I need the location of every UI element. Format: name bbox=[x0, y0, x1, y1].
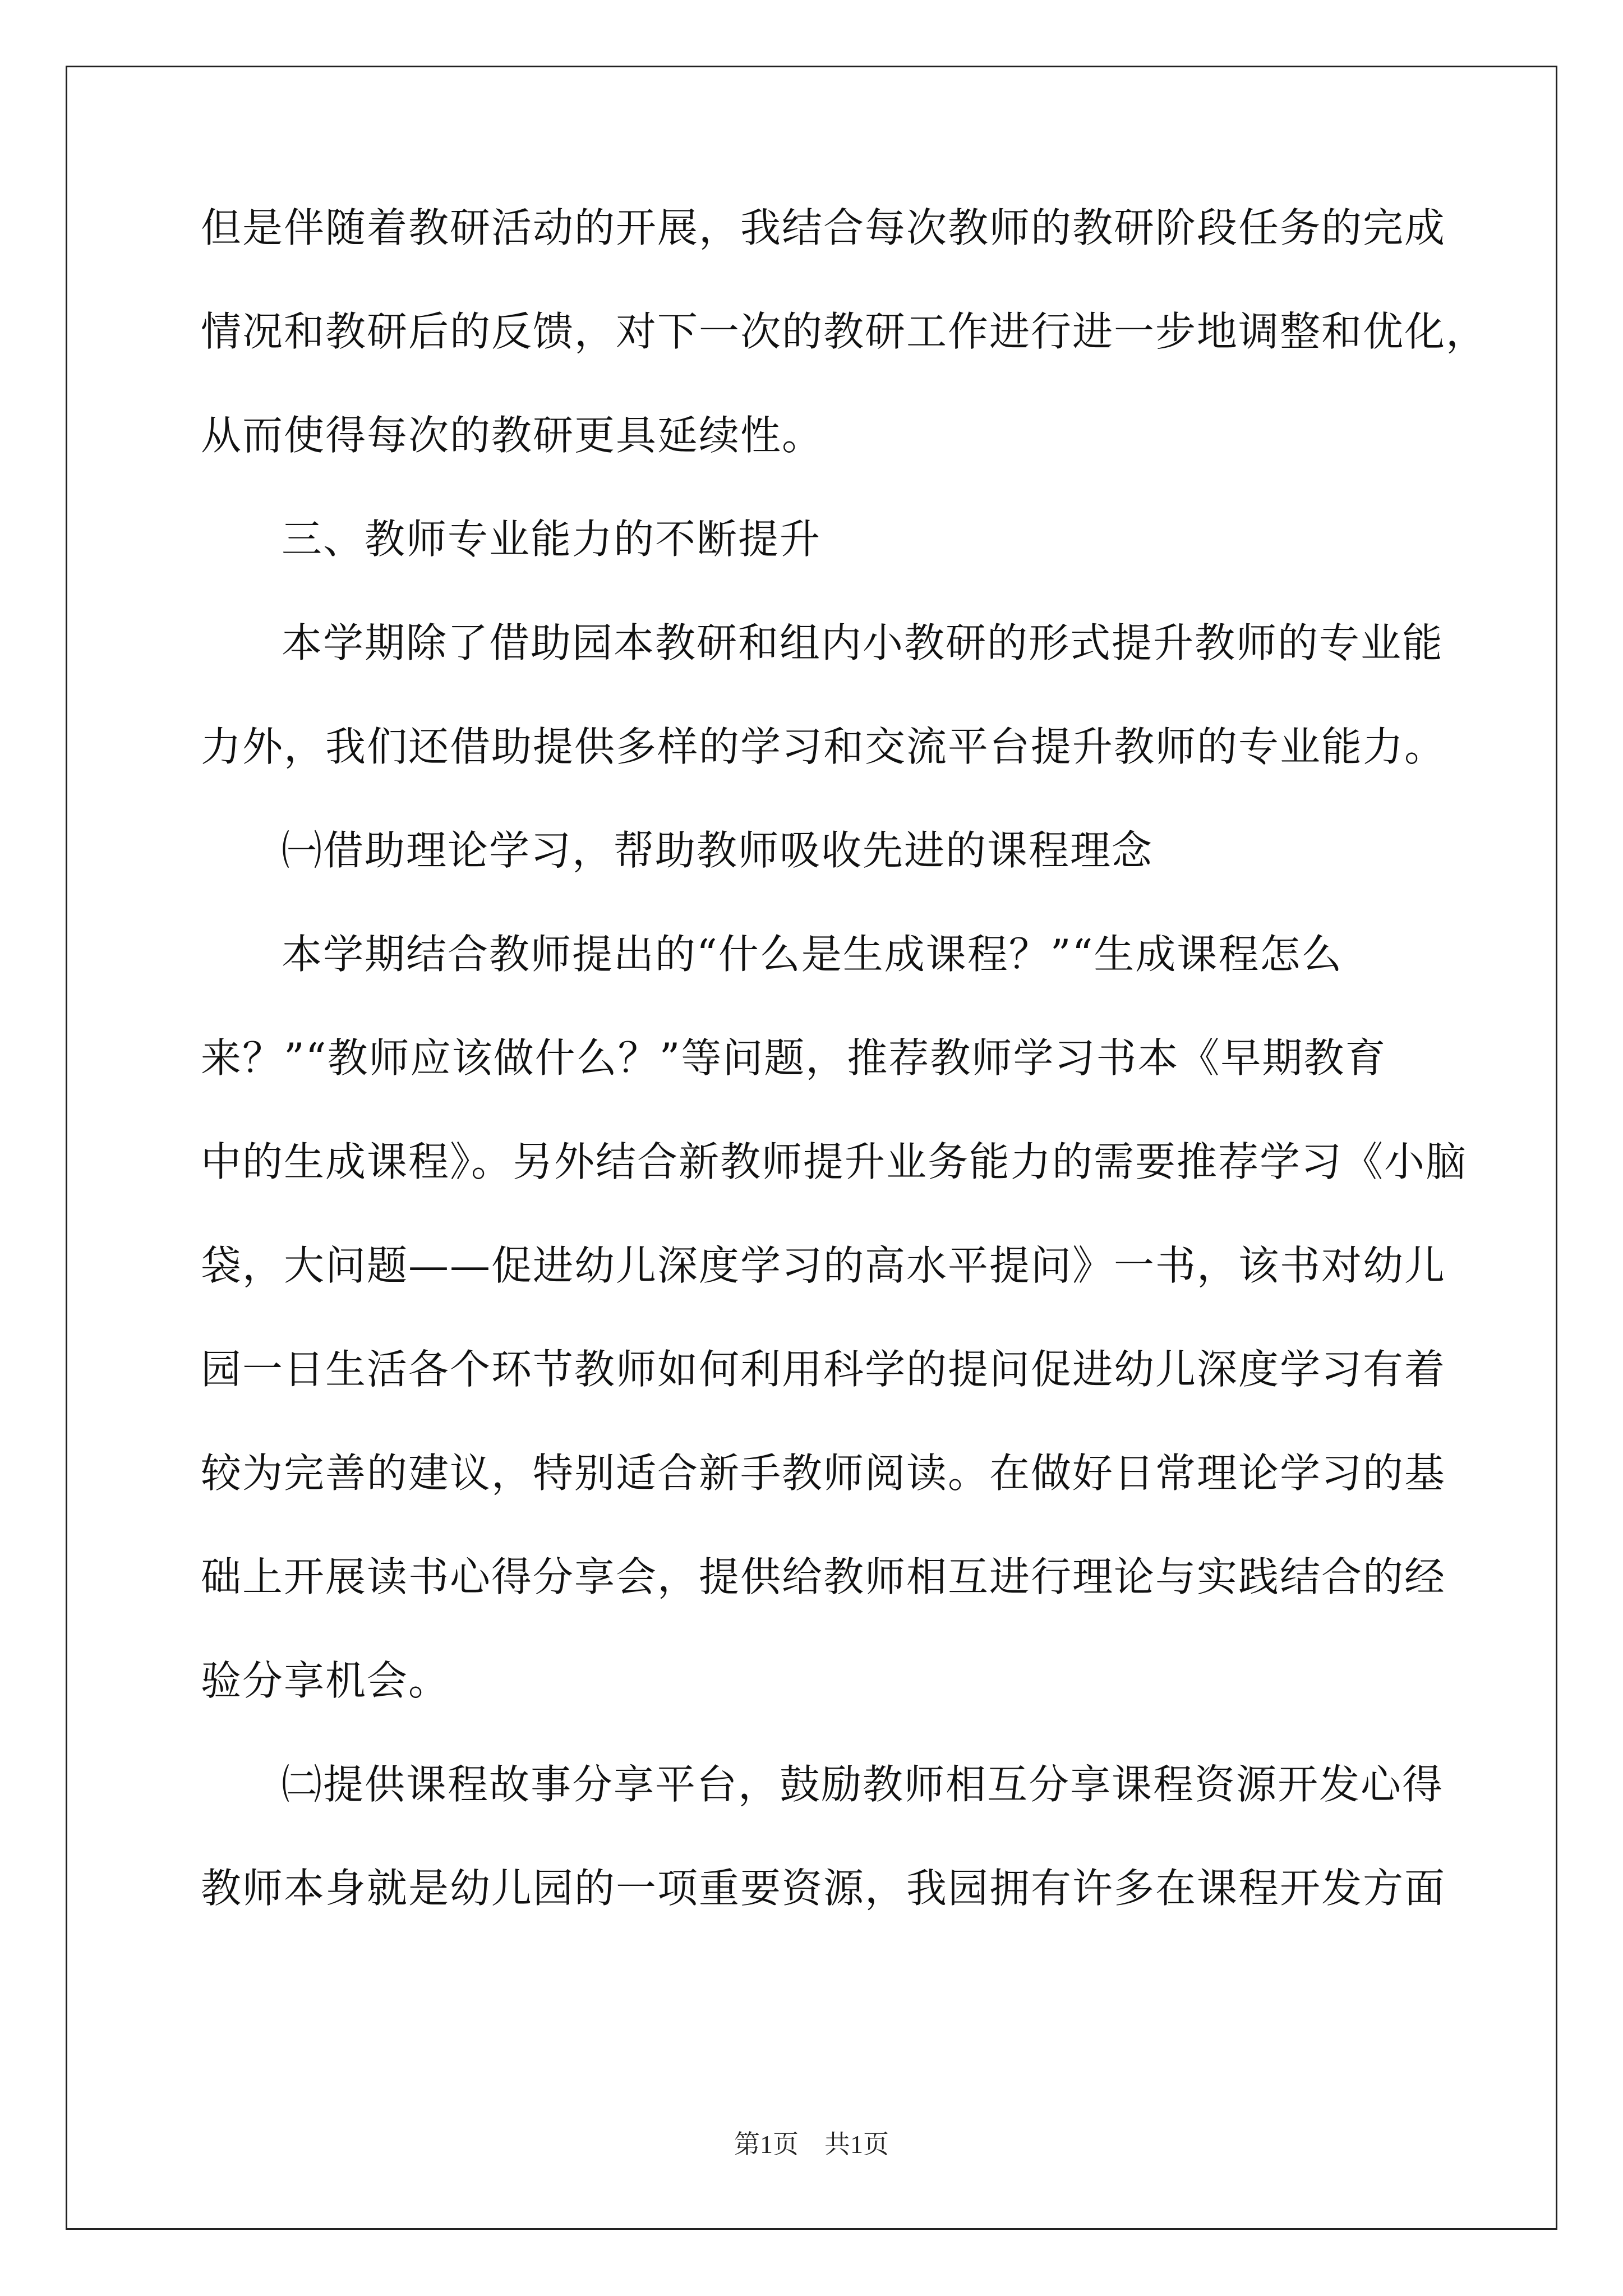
document-body bbox=[201, 204, 1488, 1972]
text-line: 从而使得每次的教研更具延续性。 bbox=[201, 412, 824, 459]
text-line: 但是伴随着教研活动的开展，我结合每次教师的教研阶段任务的完成 bbox=[201, 204, 1446, 251]
text-line: 较为完善的建议，特别适合新手教师阅读。在做好日常理论学习的基 bbox=[201, 1450, 1446, 1497]
text-line: 教师本身就是幼儿园的一项重要资源，我园拥有许多在课程开发方面 bbox=[201, 1865, 1446, 1912]
text-line: 验分享机会。 bbox=[201, 1657, 450, 1704]
text-line: 础上开展读书心得分享会，提供给教师相互进行理论与实践结合的经 bbox=[201, 1553, 1446, 1600]
subsection-heading: ㈡提供课程故事分享平台，鼓励教师相互分享课程资源开发心得 bbox=[282, 1761, 1444, 1808]
text-line: 来？”“教师应该做什么？”等问题，推荐教师学习书本《早期教育 bbox=[201, 1034, 1387, 1082]
text-line: 园一日生活各个环节教师如何利用科学的提问促进幼儿深度学习有着 bbox=[201, 1346, 1446, 1393]
text-line: 袋，大问题——促进幼儿深度学习的高水平提问》一书，该书对幼儿 bbox=[201, 1242, 1446, 1289]
page-number-footer: 第1页 共1页 bbox=[734, 2130, 889, 2159]
text-line: 中的生成课程》。另外结合新教师提升业务能力的需要推荐学习《小脑 bbox=[201, 1138, 1468, 1185]
text-line: 本学期结合教师提出的“什么是生成课程？”“生成课程怎么 bbox=[282, 931, 1343, 978]
section-heading: 三、教师专业能力的不断提升 bbox=[282, 516, 822, 563]
text-line: 力外，我们还借助提供多样的学习和交流平台提升教师的专业能力。 bbox=[201, 723, 1446, 770]
text-line: 情况和教研后的反馈，对下一次的教研工作进行进一步地调整和优化， bbox=[201, 308, 1488, 355]
text-line: 本学期除了借助园本教研和组内小教研的形式提升教师的专业能 bbox=[282, 619, 1444, 666]
subsection-heading: ㈠借助理论学习，帮助教师吸收先进的课程理念 bbox=[282, 827, 1154, 874]
